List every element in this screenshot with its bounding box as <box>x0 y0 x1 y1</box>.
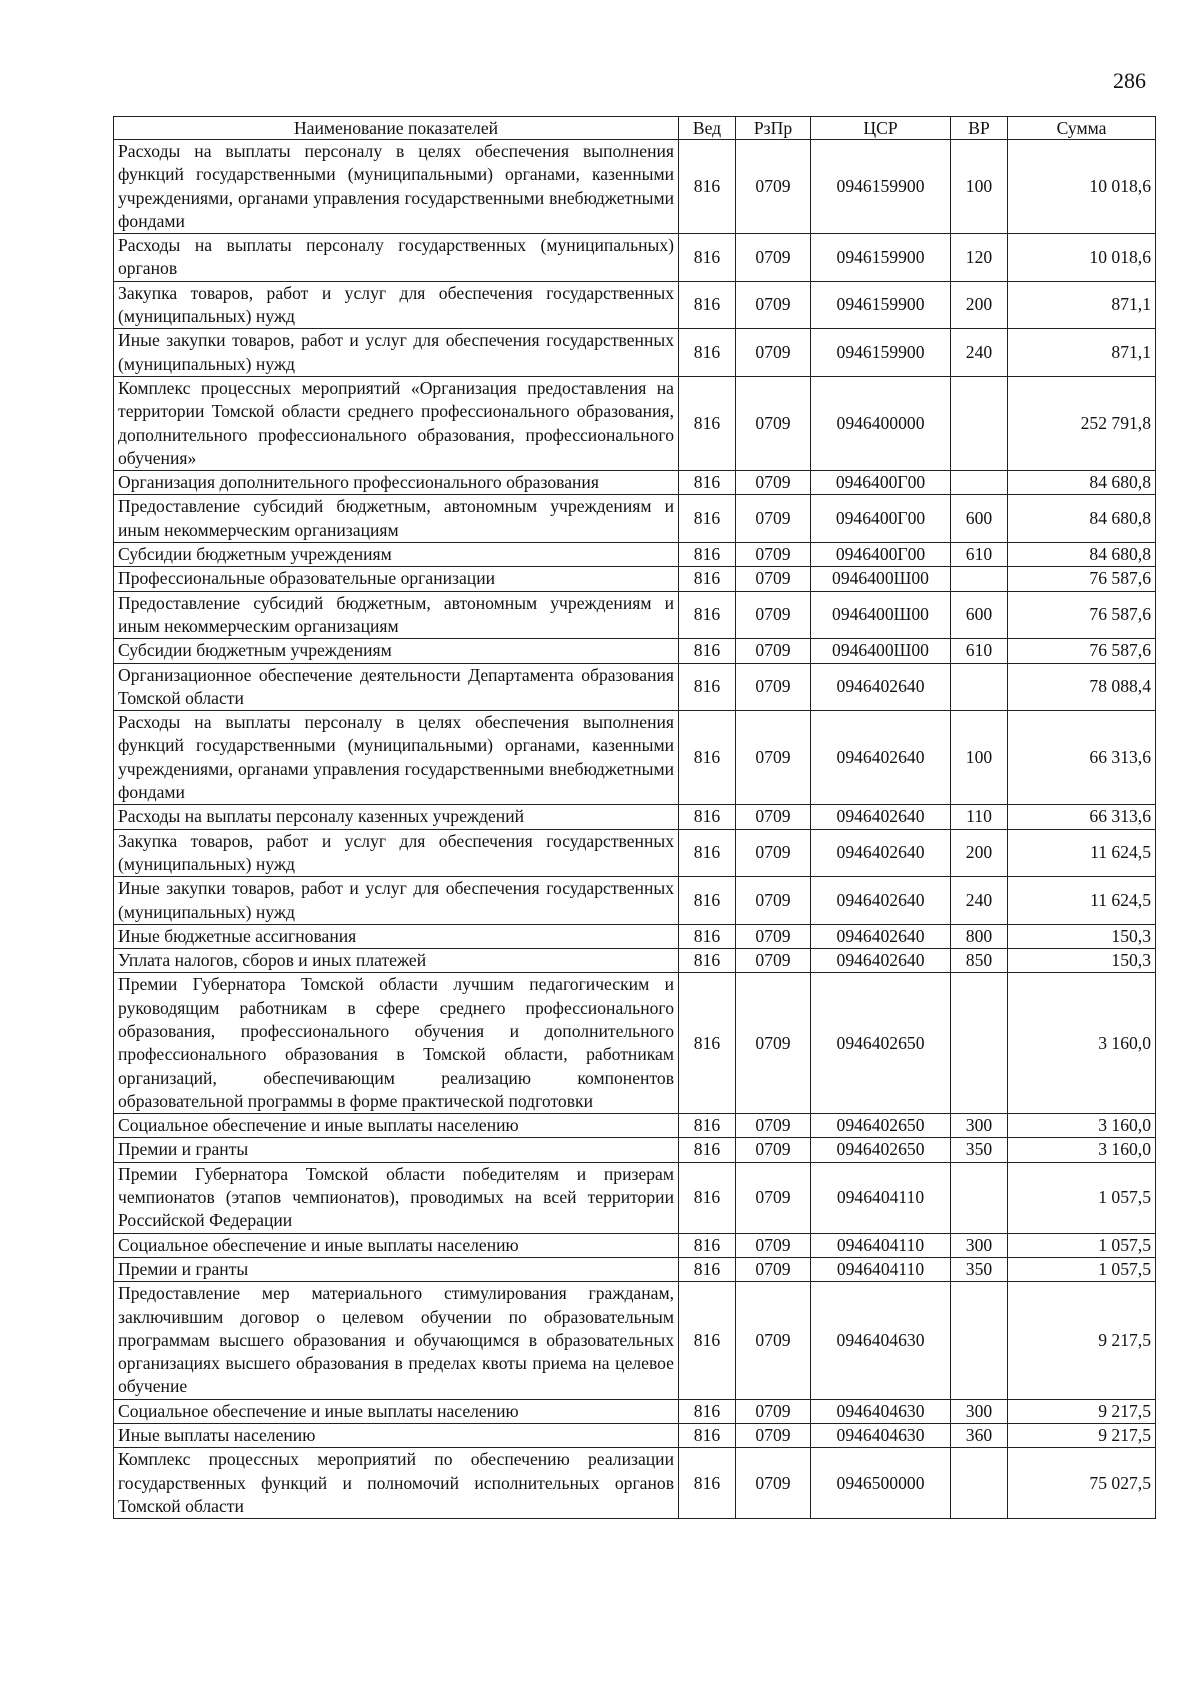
cell-name: Предоставление субсидий бюджетным, автономным учреждениям и иным некоммерческим организациям <box>114 495 679 543</box>
cell-name: Организационное обеспечение деятельности Департамента образования Томской области <box>114 663 679 711</box>
table-row <box>114 949 1156 973</box>
cell-vr: 100 <box>951 140 1008 234</box>
table-row <box>114 924 1156 948</box>
cell-name: Закупка товаров, работ и услуг для обеспечения государственных (муниципальных) нужд <box>114 281 679 329</box>
table-row <box>114 1162 1156 1233</box>
cell-csr: 0946402640 <box>811 805 951 829</box>
cell-csr: 0946402640 <box>811 711 951 805</box>
cell-sum: 66 313,6 <box>1008 711 1156 805</box>
table-row <box>114 543 1156 567</box>
cell-sum: 1 057,5 <box>1008 1257 1156 1281</box>
cell-csr: 0946404110 <box>811 1257 951 1281</box>
cell-vr <box>951 973 1008 1114</box>
cell-csr: 0946402650 <box>811 973 951 1114</box>
cell-vr: 610 <box>951 543 1008 567</box>
cell-csr: 0946500000 <box>811 1448 951 1519</box>
cell-sum: 10 018,6 <box>1008 140 1156 234</box>
budget-table <box>113 116 1156 1519</box>
cell-name: Расходы на выплаты персоналу в целях обеспечения выполнения функций государственными (муниципальными) органами, казенными учреждениями, органами управления государственными внебюджетными фондами <box>114 711 679 805</box>
table-row <box>114 1424 1156 1448</box>
cell-name: Профессиональные образовательные организации <box>114 567 679 591</box>
cell-csr: 0946402640 <box>811 877 951 925</box>
cell-ved: 816 <box>679 1424 736 1448</box>
cell-vr <box>951 567 1008 591</box>
cell-rzpr: 0709 <box>736 140 811 234</box>
cell-sum: 11 624,5 <box>1008 829 1156 877</box>
table-row <box>114 711 1156 805</box>
cell-csr: 0946400Ш00 <box>811 591 951 639</box>
cell-rzpr: 0709 <box>736 1282 811 1399</box>
cell-rzpr: 0709 <box>736 1162 811 1233</box>
cell-vr <box>951 471 1008 495</box>
table-row <box>114 495 1156 543</box>
cell-ved: 816 <box>679 591 736 639</box>
cell-name: Расходы на выплаты персоналу государственных (муниципальных) органов <box>114 234 679 282</box>
cell-vr: 600 <box>951 591 1008 639</box>
cell-sum: 1 057,5 <box>1008 1162 1156 1233</box>
cell-name: Социальное обеспечение и иные выплаты населению <box>114 1233 679 1257</box>
cell-ved: 816 <box>679 1162 736 1233</box>
cell-sum: 10 018,6 <box>1008 234 1156 282</box>
cell-ved: 816 <box>679 1282 736 1399</box>
cell-vr <box>951 376 1008 470</box>
cell-vr <box>951 1448 1008 1519</box>
cell-rzpr: 0709 <box>736 591 811 639</box>
cell-csr: 0946404110 <box>811 1162 951 1233</box>
cell-vr: 350 <box>951 1138 1008 1162</box>
cell-rzpr: 0709 <box>736 495 811 543</box>
table-row <box>114 1399 1156 1423</box>
cell-csr: 0946159900 <box>811 140 951 234</box>
table-row <box>114 1233 1156 1257</box>
cell-rzpr: 0709 <box>736 1399 811 1423</box>
table-row <box>114 281 1156 329</box>
table-row <box>114 1282 1156 1399</box>
table-row <box>114 639 1156 663</box>
cell-name: Субсидии бюджетным учреждениям <box>114 543 679 567</box>
cell-rzpr: 0709 <box>736 1138 811 1162</box>
table-row <box>114 140 1156 234</box>
cell-name: Предоставление субсидий бюджетным, автономным учреждениям и иным некоммерческим организациям <box>114 591 679 639</box>
cell-vr <box>951 1162 1008 1233</box>
cell-vr: 240 <box>951 877 1008 925</box>
header-name: Наименование показателей <box>114 117 679 140</box>
cell-vr: 850 <box>951 949 1008 973</box>
cell-ved: 816 <box>679 877 736 925</box>
table-row <box>114 663 1156 711</box>
table-row <box>114 234 1156 282</box>
cell-name: Иные закупки товаров, работ и услуг для обеспечения государственных (муниципальных) нужд <box>114 329 679 377</box>
cell-name: Комплекс процессных мероприятий «Организация предоставления на территории Томской области среднего профессионального образования, дополнительного профессионального образования, профессионального обучения» <box>114 376 679 470</box>
table-row <box>114 1448 1156 1519</box>
cell-sum: 871,1 <box>1008 329 1156 377</box>
cell-ved: 816 <box>679 140 736 234</box>
cell-rzpr: 0709 <box>736 877 811 925</box>
cell-vr: 200 <box>951 829 1008 877</box>
table-header-row <box>114 117 1156 140</box>
cell-sum: 150,3 <box>1008 949 1156 973</box>
cell-csr: 0946400Г00 <box>811 471 951 495</box>
cell-sum: 3 160,0 <box>1008 1138 1156 1162</box>
cell-ved: 816 <box>679 543 736 567</box>
cell-csr: 0946404630 <box>811 1282 951 1399</box>
cell-vr: 200 <box>951 281 1008 329</box>
cell-rzpr: 0709 <box>736 567 811 591</box>
cell-vr: 300 <box>951 1233 1008 1257</box>
table-row <box>114 805 1156 829</box>
cell-sum: 871,1 <box>1008 281 1156 329</box>
cell-sum: 78 088,4 <box>1008 663 1156 711</box>
header-csr: ЦСР <box>811 117 951 140</box>
cell-csr: 0946400000 <box>811 376 951 470</box>
cell-name: Предоставление мер материального стимулирования гражданам, заключившим договор о целевом обучении по образовательным программам высшего образования и обучающимся в образовательных организациях высшего образования в пределах квоты приема на целевое обучение <box>114 1282 679 1399</box>
cell-sum: 84 680,8 <box>1008 543 1156 567</box>
cell-rzpr: 0709 <box>736 1233 811 1257</box>
cell-csr: 0946402640 <box>811 949 951 973</box>
cell-sum: 3 160,0 <box>1008 1114 1156 1138</box>
cell-rzpr: 0709 <box>736 924 811 948</box>
cell-ved: 816 <box>679 829 736 877</box>
cell-vr: 240 <box>951 329 1008 377</box>
table-row <box>114 1257 1156 1281</box>
cell-ved: 816 <box>679 924 736 948</box>
cell-ved: 816 <box>679 949 736 973</box>
cell-sum: 76 587,6 <box>1008 567 1156 591</box>
cell-name: Иные выплаты населению <box>114 1424 679 1448</box>
cell-sum: 9 217,5 <box>1008 1424 1156 1448</box>
cell-sum: 84 680,8 <box>1008 471 1156 495</box>
cell-rzpr: 0709 <box>736 543 811 567</box>
cell-sum: 252 791,8 <box>1008 376 1156 470</box>
cell-sum: 76 587,6 <box>1008 639 1156 663</box>
cell-name: Расходы на выплаты персоналу казенных учреждений <box>114 805 679 829</box>
cell-ved: 816 <box>679 471 736 495</box>
cell-sum: 9 217,5 <box>1008 1282 1156 1399</box>
cell-ved: 816 <box>679 711 736 805</box>
cell-name: Субсидии бюджетным учреждениям <box>114 639 679 663</box>
cell-ved: 816 <box>679 639 736 663</box>
cell-csr: 0946159900 <box>811 281 951 329</box>
cell-vr: 120 <box>951 234 1008 282</box>
cell-name: Иные бюджетные ассигнования <box>114 924 679 948</box>
cell-sum: 150,3 <box>1008 924 1156 948</box>
cell-vr: 800 <box>951 924 1008 948</box>
cell-csr: 0946400Г00 <box>811 495 951 543</box>
cell-ved: 816 <box>679 281 736 329</box>
cell-csr: 0946400Ш00 <box>811 567 951 591</box>
cell-rzpr: 0709 <box>736 829 811 877</box>
cell-sum: 11 624,5 <box>1008 877 1156 925</box>
cell-rzpr: 0709 <box>736 639 811 663</box>
cell-ved: 816 <box>679 1257 736 1281</box>
cell-ved: 816 <box>679 1448 736 1519</box>
table-row <box>114 973 1156 1114</box>
cell-sum: 66 313,6 <box>1008 805 1156 829</box>
cell-vr: 110 <box>951 805 1008 829</box>
cell-vr: 100 <box>951 711 1008 805</box>
cell-name: Социальное обеспечение и иные выплаты населению <box>114 1399 679 1423</box>
cell-ved: 816 <box>679 376 736 470</box>
cell-sum: 76 587,6 <box>1008 591 1156 639</box>
table-row <box>114 877 1156 925</box>
table-row <box>114 567 1156 591</box>
cell-csr: 0946402640 <box>811 924 951 948</box>
cell-ved: 816 <box>679 1233 736 1257</box>
cell-vr: 600 <box>951 495 1008 543</box>
table-row <box>114 1114 1156 1138</box>
cell-rzpr: 0709 <box>736 329 811 377</box>
cell-rzpr: 0709 <box>736 1424 811 1448</box>
cell-csr: 0946402640 <box>811 663 951 711</box>
table-row <box>114 329 1156 377</box>
cell-name: Премии и гранты <box>114 1138 679 1162</box>
header-rzpr: РзПр <box>736 117 811 140</box>
cell-ved: 816 <box>679 973 736 1114</box>
cell-ved: 816 <box>679 1399 736 1423</box>
cell-vr: 300 <box>951 1114 1008 1138</box>
cell-csr: 0946404110 <box>811 1233 951 1257</box>
cell-sum: 9 217,5 <box>1008 1399 1156 1423</box>
cell-ved: 816 <box>679 329 736 377</box>
cell-csr: 0946400Ш00 <box>811 639 951 663</box>
cell-sum: 3 160,0 <box>1008 973 1156 1114</box>
cell-rzpr: 0709 <box>736 1114 811 1138</box>
cell-name: Уплата налогов, сборов и иных платежей <box>114 949 679 973</box>
table-row <box>114 376 1156 470</box>
cell-name: Расходы на выплаты персоналу в целях обеспечения выполнения функций государственными (муниципальными) органами, казенными учреждениями, органами управления государственными внебюджетными фондами <box>114 140 679 234</box>
cell-sum: 75 027,5 <box>1008 1448 1156 1519</box>
cell-name: Закупка товаров, работ и услуг для обеспечения государственных (муниципальных) нужд <box>114 829 679 877</box>
table-row <box>114 591 1156 639</box>
cell-name: Организация дополнительного профессионального образования <box>114 471 679 495</box>
cell-ved: 816 <box>679 1138 736 1162</box>
cell-ved: 816 <box>679 234 736 282</box>
cell-csr: 0946402650 <box>811 1138 951 1162</box>
cell-csr: 0946402640 <box>811 829 951 877</box>
page-number: 286 <box>1113 68 1146 93</box>
cell-vr: 300 <box>951 1399 1008 1423</box>
cell-rzpr: 0709 <box>736 973 811 1114</box>
cell-name: Премии и гранты <box>114 1257 679 1281</box>
table-row <box>114 829 1156 877</box>
cell-csr: 0946159900 <box>811 329 951 377</box>
cell-csr: 0946404630 <box>811 1424 951 1448</box>
cell-csr: 0946402650 <box>811 1114 951 1138</box>
header-sum: Сумма <box>1008 117 1156 140</box>
cell-rzpr: 0709 <box>736 1448 811 1519</box>
cell-vr <box>951 1282 1008 1399</box>
cell-ved: 816 <box>679 567 736 591</box>
header-vr: ВР <box>951 117 1008 140</box>
cell-ved: 816 <box>679 805 736 829</box>
cell-rzpr: 0709 <box>736 805 811 829</box>
cell-ved: 816 <box>679 495 736 543</box>
table-row <box>114 1138 1156 1162</box>
table-row <box>114 471 1156 495</box>
cell-rzpr: 0709 <box>736 1257 811 1281</box>
cell-rzpr: 0709 <box>736 376 811 470</box>
cell-name: Премии Губернатора Томской области победителям и призерам чемпионатов (этапов чемпионатов), проводимых на всей территории Российской Федерации <box>114 1162 679 1233</box>
cell-rzpr: 0709 <box>736 949 811 973</box>
cell-sum: 1 057,5 <box>1008 1233 1156 1257</box>
cell-rzpr: 0709 <box>736 663 811 711</box>
cell-rzpr: 0709 <box>736 234 811 282</box>
cell-name: Премии Губернатора Томской области лучшим педагогическим и руководящим работникам в сфере среднего профессионального образования, профессионального обучения и дополнительного профессионального образования в Томской области, работникам организаций, обеспечивающим реализацию компонентов образовательной программы в форме практической подготовки <box>114 973 679 1114</box>
cell-vr: 610 <box>951 639 1008 663</box>
cell-vr: 350 <box>951 1257 1008 1281</box>
cell-ved: 816 <box>679 1114 736 1138</box>
cell-vr <box>951 663 1008 711</box>
cell-rzpr: 0709 <box>736 711 811 805</box>
cell-name: Комплекс процессных мероприятий по обеспечению реализации государственных функций и полномочий исполнительных органов Томской области <box>114 1448 679 1519</box>
header-ved: Вед <box>679 117 736 140</box>
cell-csr: 0946159900 <box>811 234 951 282</box>
cell-rzpr: 0709 <box>736 281 811 329</box>
cell-name: Иные закупки товаров, работ и услуг для обеспечения государственных (муниципальных) нужд <box>114 877 679 925</box>
cell-sum: 84 680,8 <box>1008 495 1156 543</box>
cell-vr: 360 <box>951 1424 1008 1448</box>
cell-rzpr: 0709 <box>736 471 811 495</box>
cell-csr: 0946404630 <box>811 1399 951 1423</box>
cell-csr: 0946400Г00 <box>811 543 951 567</box>
cell-name: Социальное обеспечение и иные выплаты населению <box>114 1114 679 1138</box>
cell-ved: 816 <box>679 663 736 711</box>
